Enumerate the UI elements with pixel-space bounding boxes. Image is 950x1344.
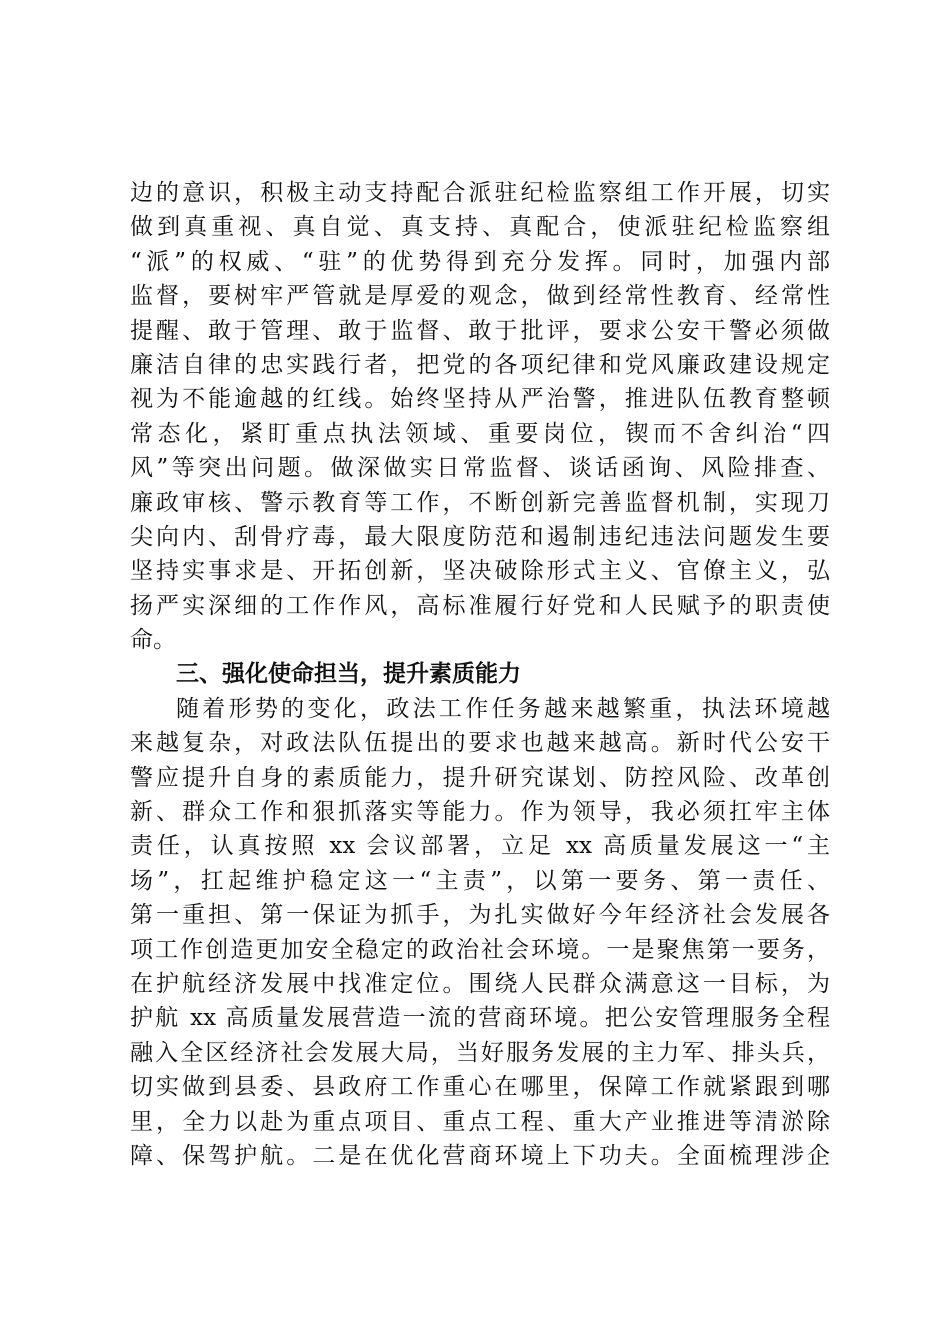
text-line: 廉政审核、警示教育等工作，不断创新完善监督机制，实现刀 [130,489,830,516]
text-line: 项工作创造更加安全稳定的政治社会环境。一是聚焦第一要务， [130,936,830,963]
text-line: 场”，扛起维护稳定这一“主责”，以第一要务、第一责任、 [130,867,830,894]
text-line: 监督，要树牢严管就是厚爱的观念，做到经常性教育、经常性 [130,283,830,310]
text-line: “派”的权威、“驻”的优势得到充分发挥。同时，加强内部 [130,248,830,275]
text-line: 警应提升自身的素质能力，提升研究谋划、防控风险、改革创 [130,764,830,791]
text-line: 风”等突出问题。做深做实日常监督、谈话函询、风险排查、 [130,455,830,482]
text-line: 随着形势的变化，政法工作任务越来越繁重，执法环境越 [176,695,830,722]
paragraph-mission-capability [130,692,830,1173]
text-line: 尖向内、刮骨疗毒，最大限度防范和遏制违纪违法问题发生要 [130,523,830,550]
text-line: 来越复杂，对政法队伍提出的要求也越来越高。新时代公安干 [130,730,830,757]
text-line: 做到真重视、真自觉、真支持、真配合，使派驻纪检监察组 [130,214,830,241]
text-line: 视为不能逾越的红线。始终坚持从严治警，推进队伍教育整顿 [130,386,830,413]
text-line: 第一重担、第一保证为抓手，为扎实做好今年经济社会发展各 [130,902,830,929]
text-line: 边的意识，积极主动支持配合派驻纪检监察组工作开展，切实 [130,180,830,206]
text-line: 命。 [130,627,176,654]
text-line: 切实做到县委、县政府工作重心在哪里，保障工作就紧跟到哪 [130,1074,830,1101]
text-line: 护航 xx 高质量发展营造一流的营商环境。把公安管理服务全程 [130,1005,830,1032]
text-line: 新、群众工作和狠抓落实等能力。作为领导，我必须扛牢主体 [130,799,830,826]
paragraph-discipline-supervision [130,176,830,657]
document-body [130,176,830,1173]
text-line: 责任，认真按照 xx 会议部署，立足 xx 高质量发展这一“主 [130,833,830,860]
section-heading: 三、强化使命担当，提升素质能力 [176,661,521,688]
text-line: 坚持实事求是、开拓创新，坚决破除形式主义、官僚主义，弘 [130,558,830,585]
text-line: 里，全力以赴为重点项目、重点工程、重大产业推进等清淤除 [130,1108,830,1135]
text-line: 障、保驾护航。二是在优化营商环境上下功夫。全面梳理涉企 [130,1142,830,1169]
text-line: 扬严实深细的工作作风，高标准履行好党和人民赋予的职责使 [130,592,830,619]
text-line: 廉洁自律的忠实践行者，把党的各项纪律和党风廉政建设规定 [130,351,830,378]
text-line: 在护航经济发展中找准定位。围绕人民群众满意这一目标，为 [130,970,830,997]
text-line: 融入全区经济社会发展大局，当好服务发展的主力军、排头兵， [130,1039,830,1066]
text-line: 提醒、敢于管理、敢于监督、敢于批评，要求公安干警必须做 [130,317,830,344]
text-line: 常态化，紧盯重点执法领域、重要岗位，锲而不舍纠治“四 [130,420,830,447]
